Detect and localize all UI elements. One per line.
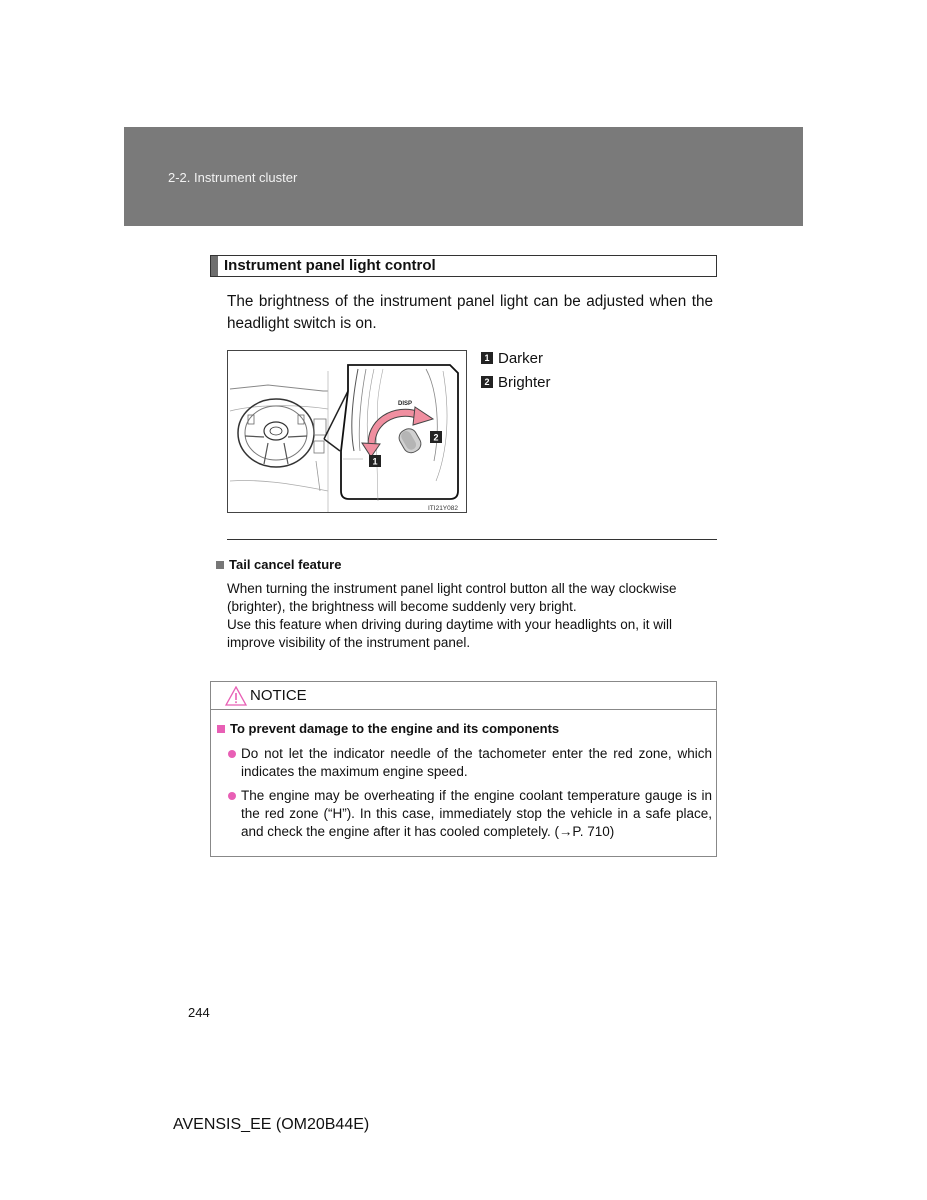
tail-cancel-paragraph-1: When turning the instrument panel light control button all the way clockwise (brighter), the brightness will become suddenly very bright.	[227, 581, 677, 614]
tail-cancel-heading: Tail cancel feature	[229, 557, 342, 572]
page-number: 244	[188, 1005, 210, 1020]
instrument-light-illustration	[227, 350, 467, 513]
legend-label-darker: Darker	[498, 349, 544, 367]
disp-button-label: DISP	[398, 401, 413, 407]
section-title: Instrument panel light control	[224, 257, 436, 274]
chapter-header-band	[124, 127, 803, 226]
footer-model-code: AVENSIS_EE (OM20B44E)	[173, 1116, 370, 1133]
notice-header	[211, 682, 716, 710]
figure-code: ITI21Y082	[428, 505, 458, 512]
figure-legend	[481, 346, 551, 394]
legend-item-darker	[481, 346, 551, 370]
notice-label: NOTICE	[250, 687, 307, 704]
pink-dot-icon	[228, 750, 236, 758]
section-divider	[227, 539, 717, 540]
zoom-detail-panel	[341, 365, 458, 501]
callout-2-number: 2	[433, 432, 439, 443]
notice-bullet-2-text: The engine may be overheating if the engine coolant temperature gauge is in the red zone (“H”). In this case, immediately stop the vehicle in a safe place, and check the engine after it has cooled completely. (→P. 710)	[241, 788, 712, 839]
legend-number-2: 2	[481, 376, 493, 388]
pink-dot-icon	[228, 792, 236, 800]
notice-subheading-row	[217, 721, 559, 736]
tail-cancel-paragraph-2: Use this feature when driving during daytime with your headlights on, it will improve visibility of the instrument panel.	[227, 617, 672, 650]
callout-1-number: 1	[372, 456, 378, 467]
notice-box	[210, 681, 717, 857]
section-title-box	[210, 255, 717, 277]
legend-label-brighter: Brighter	[498, 373, 551, 391]
notice-subheading: To prevent damage to the engine and its components	[230, 721, 560, 736]
tail-cancel-body	[227, 580, 713, 652]
legend-number-1: 1	[481, 352, 493, 364]
square-bullet-icon	[216, 561, 224, 569]
notice-bullet-1	[228, 745, 712, 781]
tail-cancel-heading-row	[216, 557, 341, 572]
legend-item-brighter	[481, 370, 551, 394]
dashboard-drawing	[228, 351, 466, 512]
notice-bullet-2	[228, 787, 712, 841]
warning-triangle-icon	[225, 686, 247, 706]
notice-bullet-1-text: Do not let the indicator needle of the tachometer enter the red zone, which indicates the maximum engine speed.	[241, 746, 712, 779]
section-title-bar	[211, 256, 218, 276]
breadcrumb: 2-2. Instrument cluster	[168, 170, 298, 185]
pink-square-bullet-icon	[217, 725, 225, 733]
intro-paragraph: The brightness of the instrument panel light can be adjusted when the headlight switch is on.	[227, 293, 713, 332]
steering-wheel-drawing	[238, 399, 314, 467]
